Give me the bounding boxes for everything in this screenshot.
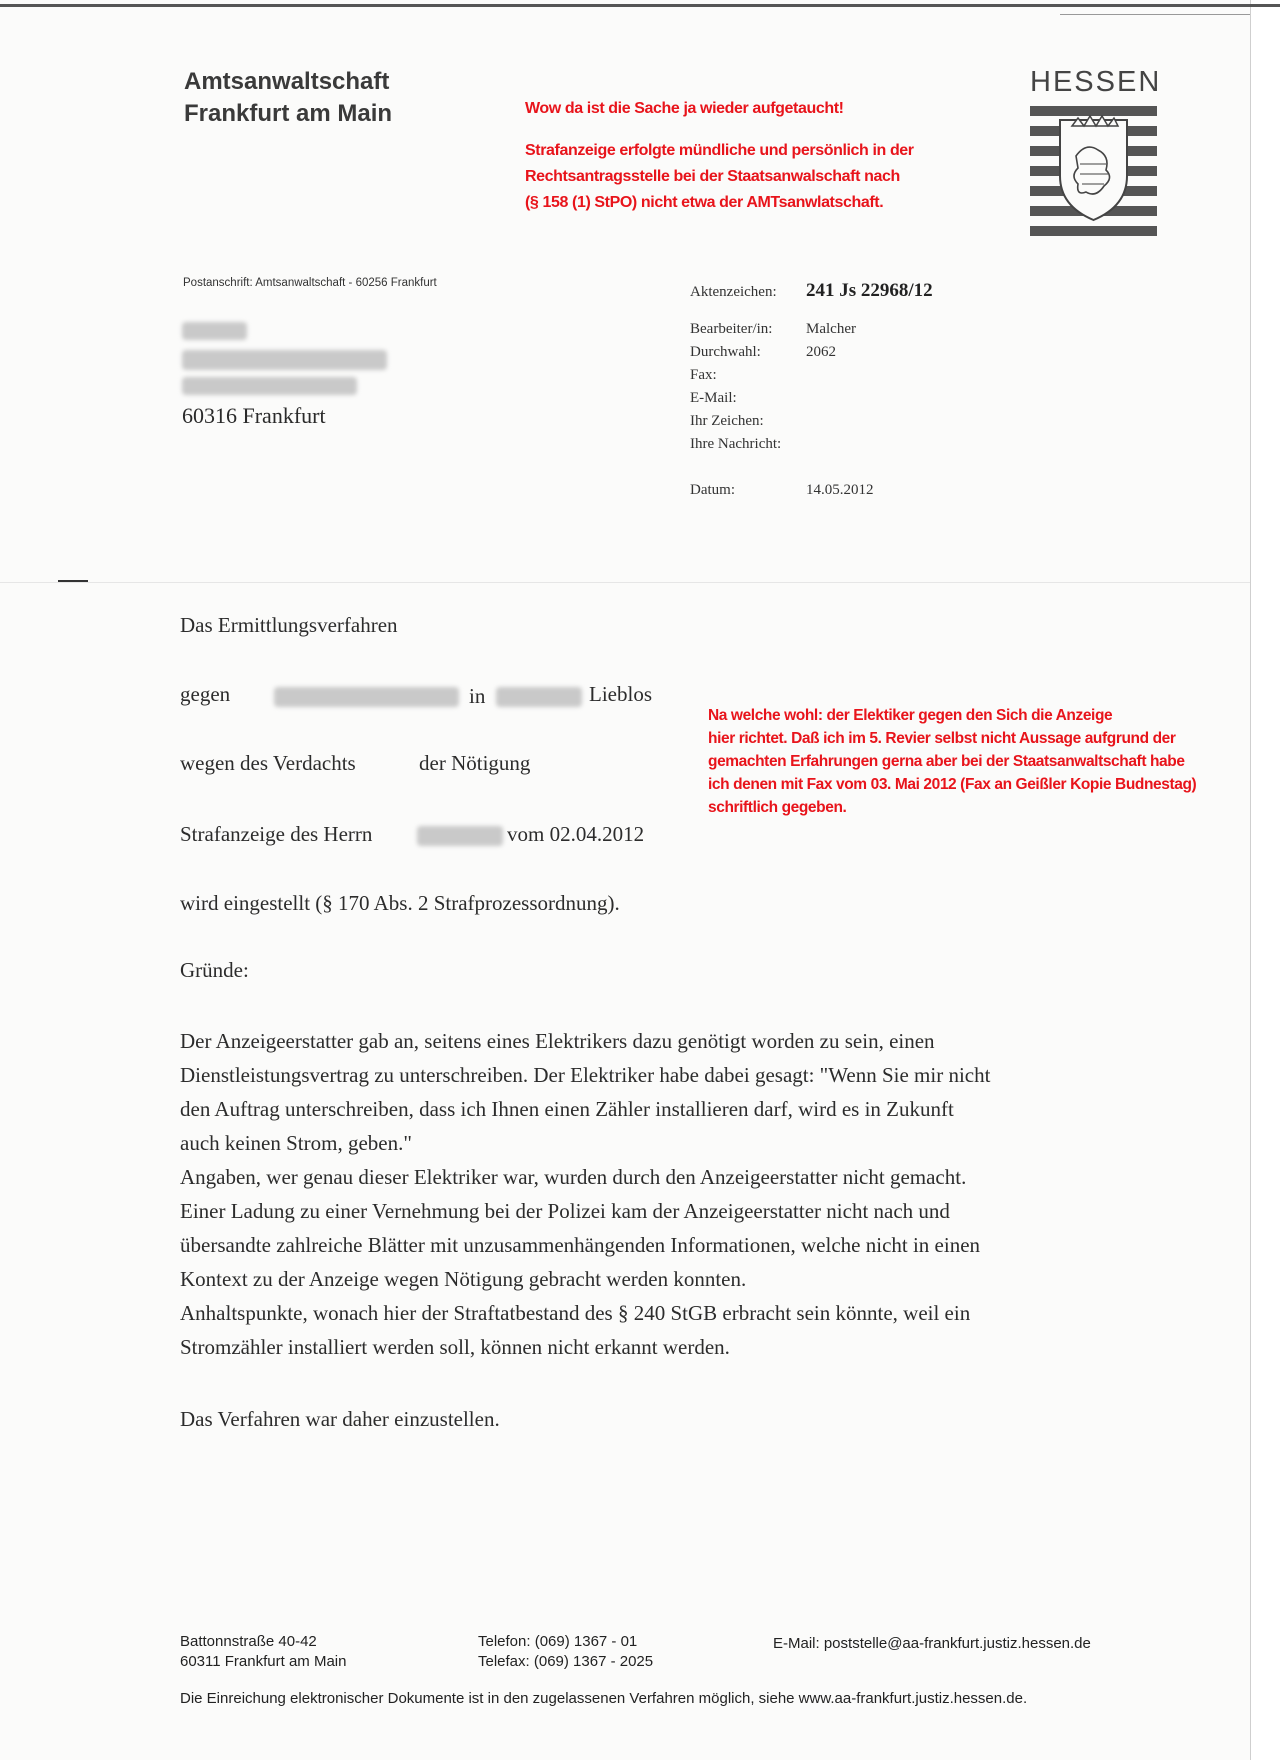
- annotation-middle-line: hier richtet. Daß ich im 5. Revier selbst nicht Aussage aufgrund der: [708, 730, 1176, 747]
- footer-address: [180, 1632, 346, 1672]
- org-name-line1: Amtsanwaltschaft: [184, 68, 390, 95]
- scan-edge-top-right: [1060, 14, 1250, 15]
- fold-line: [0, 582, 1250, 583]
- footer-electronic-note: Die Einreichung elektronischer Dokumente ist in den zugelassenen Verfahren möglich, siehe www.aa-frankfurt.justiz.hessen.de.: [180, 1690, 1028, 1707]
- reasons-heading: Gründe:: [180, 958, 249, 982]
- bearbeiter-value: Malcher: [806, 321, 856, 337]
- aktenzeichen-label: Aktenzeichen:: [690, 284, 777, 300]
- aktenzeichen-value: 241 Js 22968/12: [806, 280, 933, 301]
- redacted-location: [496, 687, 582, 707]
- recipient-city: 60316 Frankfurt: [182, 403, 326, 428]
- footer-city: 60311 Frankfurt am Main: [180, 1653, 347, 1670]
- paragraph-line: auch keinen Strom, geben.": [180, 1131, 412, 1155]
- annotation-top: [525, 96, 965, 216]
- paragraph-line: Dienstleistungsvertrag zu unterschreiben. Der Elektriker habe dabei gesagt: "Wenn Sie mir nicht: [180, 1063, 991, 1087]
- fax-label: Fax:: [690, 367, 717, 383]
- footer-phone-block: [478, 1632, 653, 1672]
- annotation-middle-line: schriftlich gegeben.: [708, 799, 847, 816]
- redacted-accused-name: [274, 687, 459, 707]
- paragraph-line: übersandte zahlreiche Blätter mit unzusammenhängenden Informationen, welche nicht in einen: [180, 1233, 981, 1257]
- paragraph-line: Einer Ladung zu einer Vernehmung bei der Polizei kam der Anzeigeerstatter nicht nach und: [180, 1199, 950, 1223]
- bearbeiter-label: Bearbeiter/in:: [690, 321, 773, 337]
- wegen-label: wegen des Verdachts: [180, 751, 356, 775]
- ihr-zeichen-label: Ihr Zeichen:: [690, 413, 764, 429]
- postal-return-address: Postanschrift: Amtsanwaltschaft - 60256 Frankfurt: [183, 277, 437, 289]
- datum-value: 14.05.2012: [806, 482, 874, 498]
- location-lieblos: Lieblos: [589, 682, 652, 706]
- durchwahl-label: Durchwahl:: [690, 344, 761, 360]
- offense-label: der Nötigung: [419, 751, 531, 775]
- sender-organization: [184, 66, 392, 130]
- gegen-label: gegen: [180, 682, 231, 706]
- datum-label: Datum:: [690, 482, 735, 498]
- org-name-line2: Frankfurt am Main: [184, 100, 393, 127]
- redacted-recipient-name: [182, 322, 247, 340]
- paragraph-line: Kontext zu der Anzeige wegen Nötigung gebracht werden konnten.: [180, 1267, 747, 1291]
- strafanzeige-label: Strafanzeige des Herrn: [180, 822, 373, 846]
- state-label: HESSEN: [1030, 66, 1162, 98]
- paragraph-line: Angaben, wer genau dieser Elektriker war, wurden durch den Anzeigeerstatter nicht gemacht.: [180, 1165, 967, 1189]
- annotation-top-line: Strafanzeige erfolgte mündliche und persönlich in der: [525, 142, 914, 159]
- redacted-recipient-street: [182, 377, 357, 395]
- annotation-top-line: Wow da ist die Sache ja wieder aufgetaucht!: [525, 100, 844, 117]
- redacted-recipient-line: [182, 350, 387, 370]
- reasons-paragraph: [180, 1024, 1170, 1364]
- hessen-crest-logo: [1030, 106, 1157, 236]
- ihre-nachricht-label: Ihre Nachricht:: [690, 436, 782, 452]
- closing-line: Das Verfahren war daher einzustellen.: [180, 1407, 500, 1431]
- annotation-middle-line: gemachten Erfahrungen gerna aber bei der Staatsanwaltschaft habe: [708, 753, 1185, 770]
- decision-line: wird eingestellt (§ 170 Abs. 2 Strafprozessordnung).: [180, 891, 620, 915]
- annotation-top-line: Rechtsantragsstelle bei der Staatsanwalschaft nach: [525, 168, 900, 185]
- annotation-middle: [708, 704, 1228, 819]
- in-label: in: [469, 684, 486, 708]
- fold-mark: [58, 580, 88, 582]
- redacted-complainant: [417, 826, 503, 846]
- annotation-top-line: (§ 158 (1) StPO) nicht etwa der AMTsanwlatschaft.: [525, 194, 884, 211]
- subject-verfahren: Das Ermittlungsverfahren: [180, 613, 398, 637]
- scan-edge-top: [0, 4, 1280, 7]
- paragraph-line: Stromzähler installiert werden soll, können nicht erkannt werden.: [180, 1335, 730, 1359]
- footer-phone: Telefon: (069) 1367 - 01: [478, 1633, 638, 1650]
- email-label: E-Mail:: [690, 390, 737, 406]
- strafanzeige-date: vom 02.04.2012: [507, 822, 645, 846]
- footer-email: E-Mail: poststelle@aa-frankfurt.justiz.hessen.de: [773, 1635, 1091, 1652]
- paragraph-line: den Auftrag unterschreiben, dass ich Ihnen einen Zähler installieren darf, wird es in Zukunft: [180, 1097, 954, 1121]
- durchwahl-value: 2062: [806, 344, 836, 360]
- annotation-middle-line: ich denen mit Fax vom 03. Mai 2012 (Fax an Geißler Kopie Budnestag): [708, 776, 1197, 793]
- paragraph-line: Der Anzeigeerstatter gab an, seitens eines Elektrikers dazu genötigt worden zu sein, einen: [180, 1029, 935, 1053]
- paragraph-line: Anhaltspunkte, wonach hier der Straftatbestand des § 240 StGB erbracht sein könnte, weil ein: [180, 1301, 971, 1325]
- footer-street: Battonnstraße 40-42: [180, 1633, 317, 1650]
- footer-fax: Telefax: (069) 1367 - 2025: [478, 1653, 654, 1670]
- annotation-middle-line: Na welche wohl: der Elektiker gegen den Sich die Anzeige: [708, 707, 1113, 724]
